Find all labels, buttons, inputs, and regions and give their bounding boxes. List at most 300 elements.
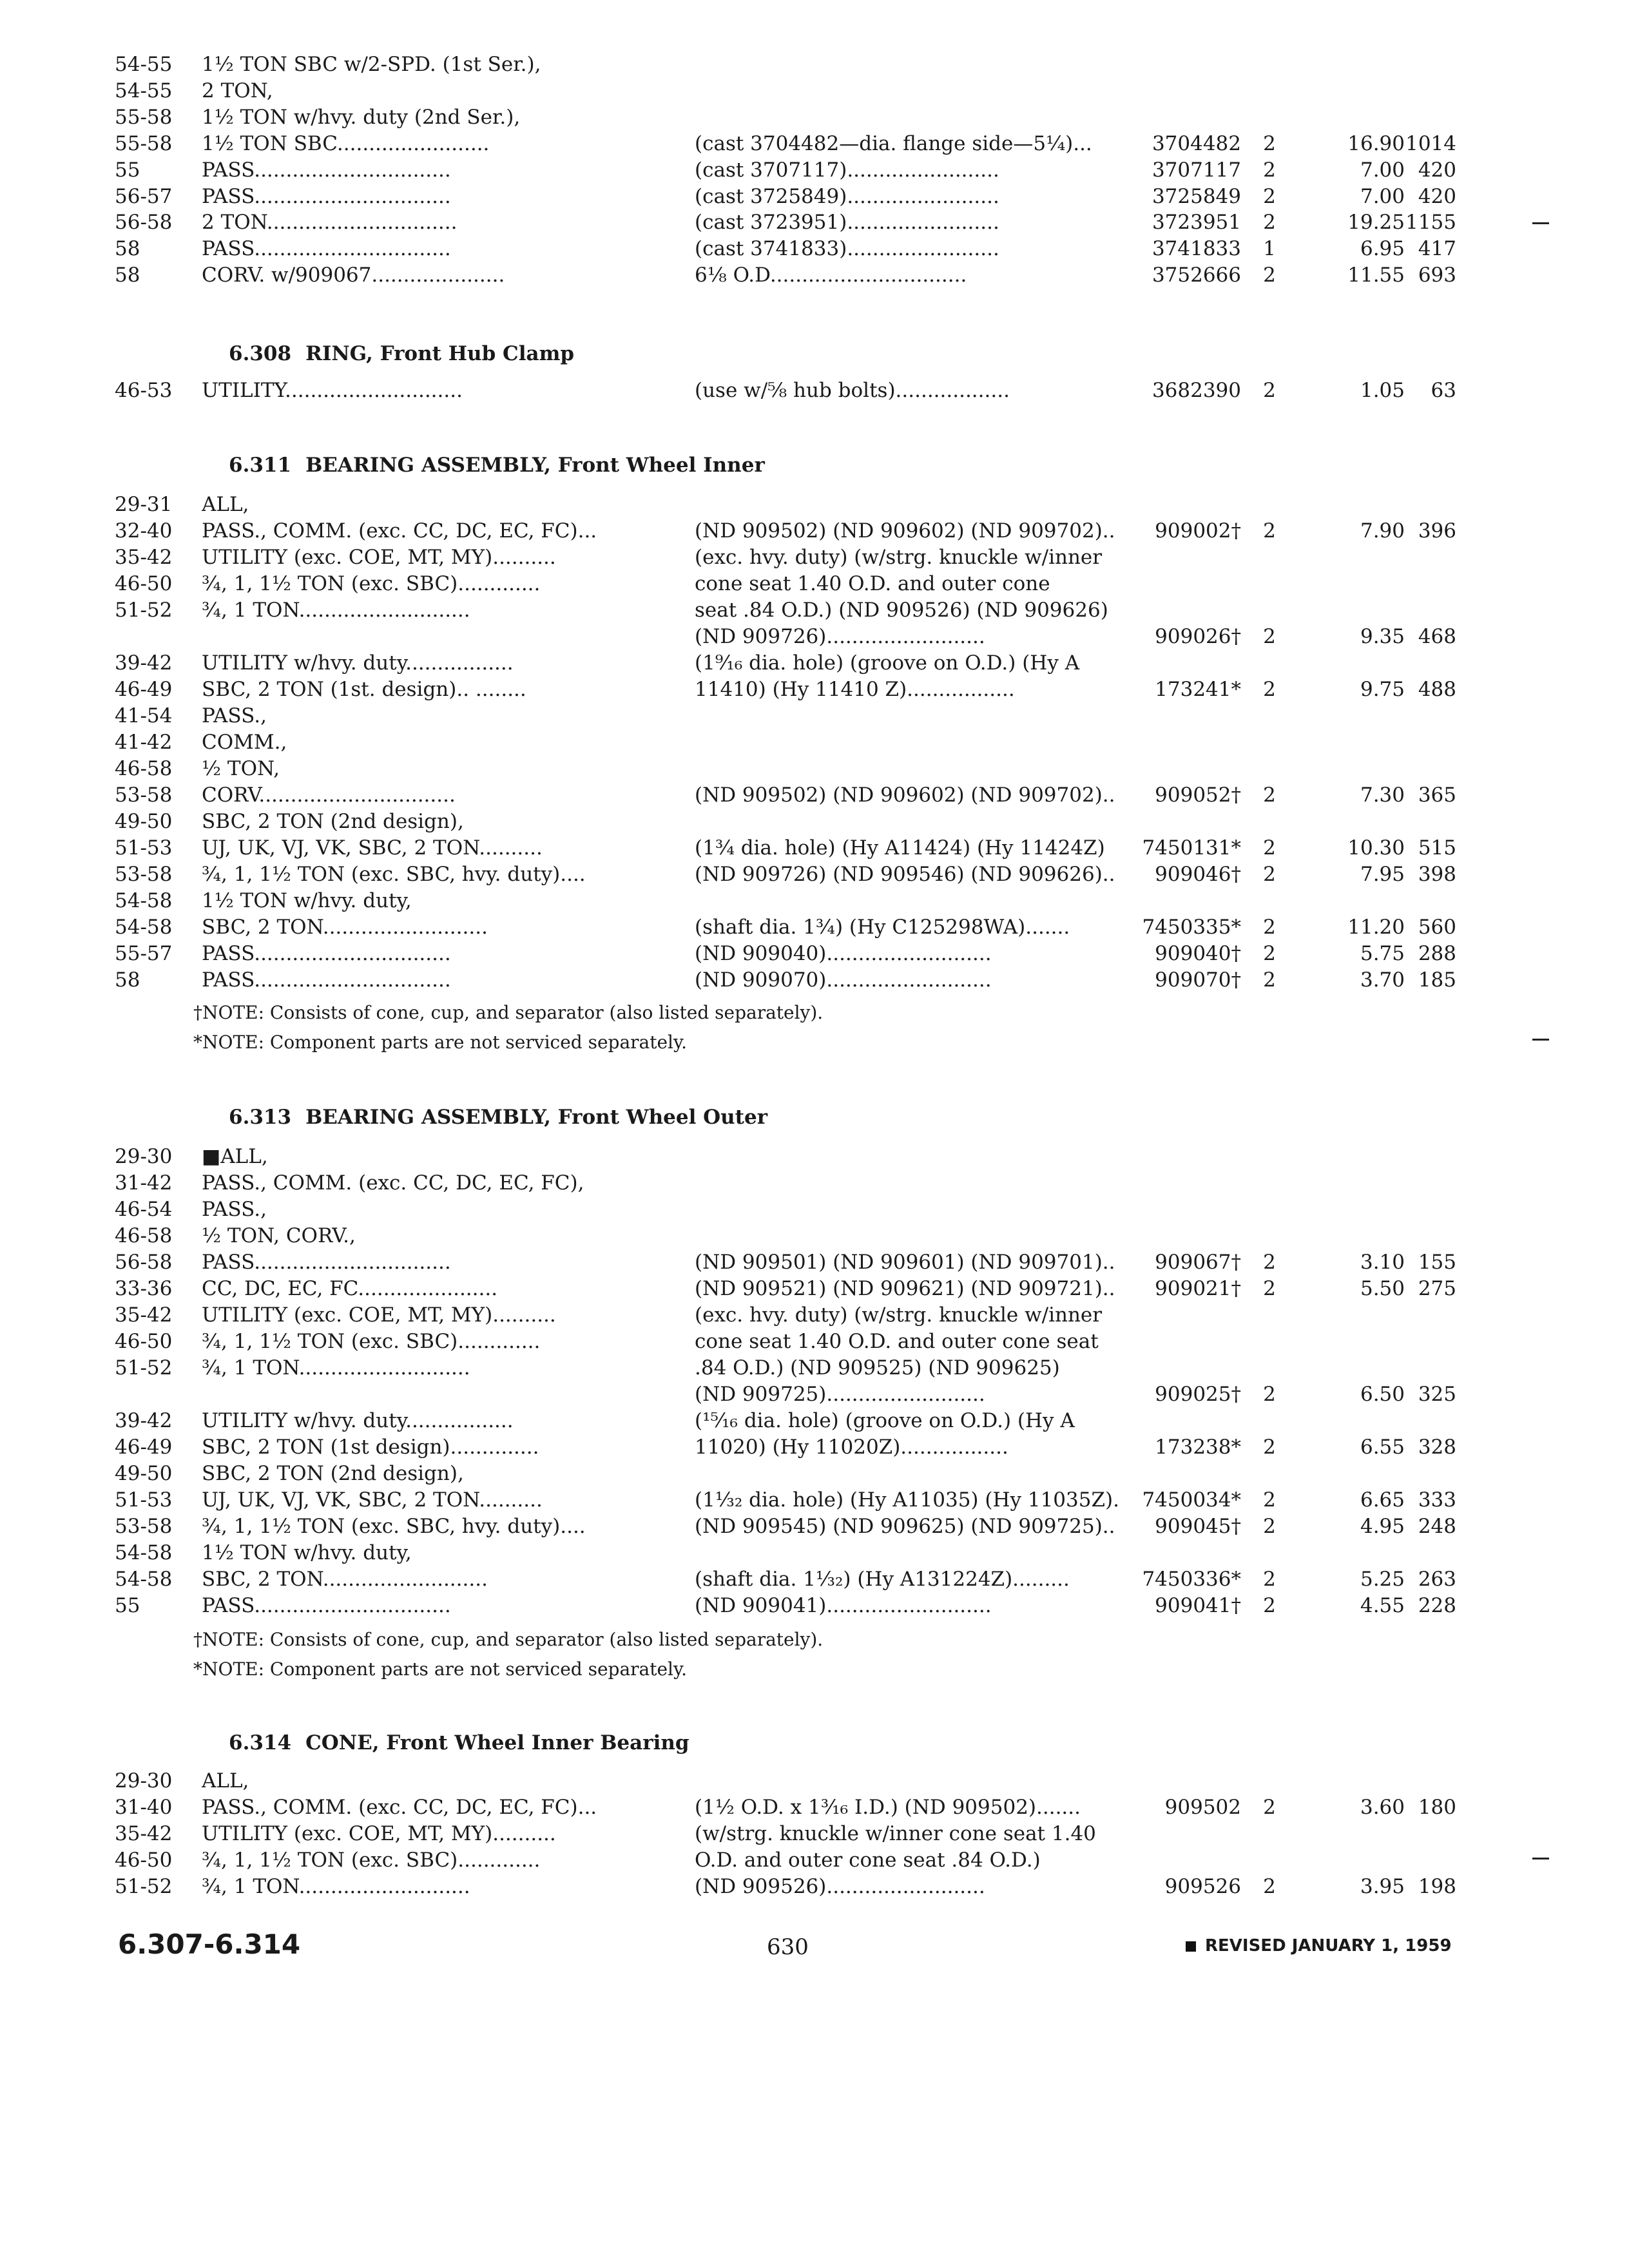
part-specification: seat .84 O.D.) (ND 909526) (ND 909626) — [695, 599, 1108, 622]
price-code: 396 — [1418, 519, 1456, 543]
table-row — [0, 756, 1629, 782]
price-code: 560 — [1418, 916, 1456, 939]
part-number: 3752666 — [1152, 264, 1241, 287]
quantity: 2 — [1263, 678, 1276, 701]
table-row — [0, 1566, 1629, 1592]
model-description: ¾, 1 TON........................... — [202, 1875, 470, 1898]
list-price: 6.50 — [1360, 1383, 1405, 1406]
list-price: 3.10 — [1360, 1251, 1405, 1274]
model-description: ¾, 1 TON........................... — [202, 599, 470, 622]
model-description: PASS., COMM. (exc. CC, DC, EC, FC), — [202, 1171, 584, 1195]
model-description: ½ TON, CORV., — [202, 1224, 356, 1247]
list-price: 5.50 — [1360, 1277, 1405, 1300]
quantity: 2 — [1263, 131, 1276, 155]
part-specification: (1¹⁄₃₂ dia. hole) (Hy A11035) (Hy 11035Z). — [695, 1488, 1119, 1512]
revised-label: REVISED JANUARY 1, 1959 — [1205, 1936, 1452, 1956]
price-code: 325 — [1418, 1383, 1456, 1406]
part-specification: (ND 909545) (ND 909625) (ND 909725).. — [695, 1515, 1115, 1538]
part-specification: O.D. and outer cone seat .84 O.D.) — [695, 1849, 1041, 1872]
part-number: 173241* — [1155, 678, 1241, 701]
model-description: SBC, 2 TON.......................... — [202, 1568, 488, 1591]
list-price: 16.90 — [1347, 131, 1405, 155]
table-row — [0, 677, 1629, 702]
table-row — [0, 703, 1629, 729]
quantity: 2 — [1263, 836, 1276, 860]
part-specification: 11020) (Hy 11020Z)................. — [695, 1436, 1008, 1459]
part-specification: (ND 909501) (ND 909601) (ND 909701).. — [695, 1251, 1115, 1274]
model-description: PASS., COMM. (exc. CC, DC, EC, FC)... — [202, 519, 597, 543]
part-specification: (exc. hvy. duty) (w/strg. knuckle w/inner — [695, 546, 1103, 569]
price-code: 263 — [1418, 1568, 1456, 1591]
model-description: UTILITY............................ — [202, 379, 463, 402]
note-asterisk: *NOTE: Component parts are not serviced separately. — [193, 1658, 688, 1680]
year-range: 51-52 — [115, 1875, 173, 1898]
part-specification: (ND 909725)......................... — [695, 1383, 985, 1406]
list-price: 10.30 — [1347, 836, 1405, 860]
model-description: CORV............................... — [202, 783, 456, 807]
table-row — [0, 571, 1629, 597]
year-range: 51-52 — [115, 1356, 173, 1379]
part-specification: (ND 909040).......................... — [695, 942, 992, 965]
year-range: 53-58 — [115, 783, 173, 807]
model-description: UTILITY (exc. COE, MT, MY).......... — [202, 1822, 556, 1845]
table-row — [0, 624, 1629, 649]
table-row — [0, 236, 1629, 262]
model-description: 1½ TON w/hvy. duty, — [202, 889, 412, 912]
model-description: CC, DC, EC, FC...................... — [202, 1277, 498, 1300]
part-number: 909046† — [1155, 863, 1241, 886]
model-description: SBC, 2 TON (2nd design), — [202, 810, 464, 833]
note-asterisk: *NOTE: Component parts are not serviced separately. — [193, 1032, 688, 1053]
year-range: 46-49 — [115, 1436, 173, 1459]
quantity: 2 — [1263, 863, 1276, 886]
list-price: 3.60 — [1360, 1796, 1405, 1819]
table-row — [0, 1540, 1629, 1566]
year-range: 58 — [115, 264, 140, 287]
list-price: 4.55 — [1360, 1594, 1405, 1617]
table-row — [0, 1196, 1629, 1222]
price-code: 155 — [1418, 1251, 1456, 1274]
list-price: 6.65 — [1360, 1488, 1405, 1512]
model-description: COMM., — [202, 731, 287, 754]
table-row — [0, 1874, 1629, 1899]
model-description: ¾, 1, 1½ TON (exc. SBC)............. — [202, 1849, 541, 1872]
price-code: 417 — [1418, 237, 1456, 261]
section-header-6-313 — [229, 1103, 767, 1131]
table-row — [0, 1593, 1629, 1619]
model-description: CORV. w/909067..................... — [202, 264, 505, 287]
model-description: UJ, UK, VJ, VK, SBC, 2 TON.......... — [202, 836, 543, 860]
quantity: 2 — [1263, 1594, 1276, 1617]
year-range: 29-31 — [115, 493, 173, 516]
model-description: UTILITY w/hvy. duty................. — [202, 1409, 514, 1432]
year-range: 55-58 — [115, 131, 173, 155]
model-description: SBC, 2 TON (2nd design), — [202, 1462, 464, 1485]
section-header-6-311 — [229, 451, 765, 479]
section-title: BEARING ASSEMBLY, Front Wheel Outer — [305, 1106, 768, 1129]
model-description: 1½ TON w/hvy. duty (2nd Ser.), — [202, 105, 521, 129]
price-code: 515 — [1418, 836, 1456, 860]
model-description: 1½ TON w/hvy. duty, — [202, 1541, 412, 1564]
year-range: 54-55 — [115, 79, 173, 102]
footer-page-number: 630 — [767, 1934, 809, 1960]
price-code: 693 — [1418, 264, 1456, 287]
section-header-6-314 — [229, 1729, 689, 1757]
quantity: 2 — [1263, 1277, 1276, 1300]
section-title: CONE, Front Wheel Inner Bearing — [305, 1731, 689, 1754]
list-price: 6.55 — [1360, 1436, 1405, 1459]
year-range: 41-54 — [115, 704, 173, 727]
table-row — [0, 941, 1629, 966]
year-range: 39-42 — [115, 1409, 173, 1432]
list-price: 6.95 — [1360, 237, 1405, 261]
list-price: 11.55 — [1347, 264, 1405, 287]
model-description: UTILITY (exc. COE, MT, MY).......... — [202, 1303, 556, 1327]
part-specification: (ND 909526)......................... — [695, 1875, 985, 1898]
table-row — [0, 209, 1629, 235]
year-range: 29-30 — [115, 1145, 173, 1168]
section-number: 6.311 — [229, 454, 292, 477]
part-number: 3723951 — [1152, 211, 1241, 235]
table-row — [0, 1514, 1629, 1539]
model-description: 1½ TON SBC........................ — [202, 131, 490, 155]
part-number: 909070† — [1155, 968, 1241, 992]
year-range: 54-58 — [115, 889, 173, 912]
part-number: 3682390 — [1152, 379, 1241, 402]
margin-mark — [1532, 1039, 1549, 1041]
table-row — [0, 131, 1629, 157]
quantity: 2 — [1263, 211, 1276, 235]
part-number: 909067† — [1155, 1251, 1241, 1274]
part-number: 7450131* — [1142, 836, 1241, 860]
price-code: 333 — [1418, 1488, 1456, 1512]
year-range: 39-42 — [115, 651, 173, 675]
model-description: PASS., — [202, 704, 267, 727]
year-range: 31-42 — [115, 1171, 173, 1195]
part-specification: (use w/⅝ hub bolts).................. — [695, 379, 1010, 402]
part-number: 909502 — [1164, 1796, 1241, 1819]
quantity: 2 — [1263, 1875, 1276, 1898]
year-range: 54-58 — [115, 1541, 173, 1564]
part-specification: cone seat 1.40 O.D. and outer cone seat — [695, 1330, 1099, 1353]
model-description: PASS............................... — [202, 237, 451, 261]
part-specification: (cast 3723951)........................ — [695, 211, 999, 235]
price-code: 1014 — [1405, 131, 1456, 155]
year-range: 35-42 — [115, 1303, 173, 1327]
table-row — [0, 1355, 1629, 1381]
table-row — [0, 1847, 1629, 1873]
quantity: 2 — [1263, 184, 1276, 208]
model-description: PASS............................... — [202, 184, 451, 208]
quantity: 2 — [1263, 1568, 1276, 1591]
part-specification: (1½ O.D. x 1³⁄₁₆ I.D.) (ND 909502)....... — [695, 1796, 1081, 1819]
price-code: 488 — [1418, 678, 1456, 701]
model-description: ■ALL, — [202, 1145, 268, 1168]
list-price: 4.95 — [1360, 1515, 1405, 1538]
year-range: 56-57 — [115, 184, 173, 208]
year-range: 54-58 — [115, 1568, 173, 1591]
year-range: 53-58 — [115, 1515, 173, 1538]
year-range: 29-30 — [115, 1769, 173, 1792]
part-specification: (ND 909502) (ND 909602) (ND 909702).. — [695, 783, 1115, 807]
model-description: 2 TON, — [202, 79, 273, 102]
part-number: 7450335* — [1142, 916, 1241, 939]
quantity: 2 — [1263, 379, 1276, 402]
table-row — [0, 378, 1629, 403]
part-specification: (exc. hvy. duty) (w/strg. knuckle w/inner — [695, 1303, 1103, 1327]
part-specification: (w/strg. knuckle w/inner cone seat 1.40 — [695, 1822, 1096, 1845]
part-specification: (ND 909070).......................... — [695, 968, 992, 992]
model-description: PASS............................... — [202, 158, 451, 182]
part-specification: cone seat 1.40 O.D. and outer cone — [695, 572, 1050, 595]
price-code: 275 — [1418, 1277, 1456, 1300]
table-row — [0, 1170, 1629, 1196]
price-code: 365 — [1418, 783, 1456, 807]
table-row — [0, 157, 1629, 183]
quantity: 2 — [1263, 519, 1276, 543]
part-number: 7450336* — [1142, 1568, 1241, 1591]
model-description: 1½ TON SBC w/2-SPD. (1st Ser.), — [202, 53, 541, 76]
price-code: 63 — [1431, 379, 1456, 402]
year-range: 46-54 — [115, 1198, 173, 1221]
year-range: 32-40 — [115, 519, 173, 543]
year-range: 35-42 — [115, 546, 173, 569]
part-number: 909026† — [1155, 625, 1241, 648]
part-specification: (cast 3741833)........................ — [695, 237, 999, 261]
part-specification: .84 O.D.) (ND 909525) (ND 909625) — [695, 1356, 1060, 1379]
part-number: 3725849 — [1152, 184, 1241, 208]
year-range: 54-58 — [115, 916, 173, 939]
section-number: 6.308 — [229, 342, 292, 365]
model-description: ALL, — [202, 493, 249, 516]
year-range: 55 — [115, 158, 140, 182]
part-number: 909526 — [1164, 1875, 1241, 1898]
model-description: ½ TON, — [202, 757, 280, 780]
model-description: SBC, 2 TON.......................... — [202, 916, 488, 939]
table-row — [0, 492, 1629, 517]
table-row — [0, 650, 1629, 676]
price-code: 1155 — [1405, 211, 1456, 235]
model-description: SBC, 2 TON (1st design).............. — [202, 1436, 539, 1459]
part-specification: 6⅛ O.D............................... — [695, 264, 967, 287]
model-description: PASS............................... — [202, 942, 451, 965]
price-code: 248 — [1418, 1515, 1456, 1538]
footer-revised — [1186, 1927, 1452, 1965]
list-price: 1.05 — [1360, 379, 1405, 402]
note-dagger: †NOTE: Consists of cone, cup, and separator (also listed separately). — [193, 1629, 824, 1650]
part-specification: (shaft dia. 1¾) (Hy C125298WA)....... — [695, 916, 1070, 939]
list-price: 3.70 — [1360, 968, 1405, 992]
part-specification: (cast 3707117)........................ — [695, 158, 999, 182]
list-price: 7.30 — [1360, 783, 1405, 807]
year-range: 51-53 — [115, 836, 173, 860]
quantity: 2 — [1263, 625, 1276, 648]
revision-square-icon — [1186, 1941, 1196, 1952]
list-price: 9.75 — [1360, 678, 1405, 701]
table-row — [0, 1144, 1629, 1169]
list-price: 7.00 — [1360, 158, 1405, 182]
year-range: 46-50 — [115, 572, 173, 595]
part-specification: (ND 909502) (ND 909602) (ND 909702).. — [695, 519, 1115, 543]
year-range: 31-40 — [115, 1796, 173, 1819]
quantity: 2 — [1263, 942, 1276, 965]
year-range: 55-58 — [115, 105, 173, 129]
quantity: 2 — [1263, 1251, 1276, 1274]
table-row — [0, 1434, 1629, 1460]
margin-mark — [1532, 222, 1549, 224]
part-number: 7450034* — [1142, 1488, 1241, 1512]
quantity: 2 — [1263, 1488, 1276, 1512]
year-range: 51-53 — [115, 1488, 173, 1512]
price-code: 468 — [1418, 625, 1456, 648]
table-row — [0, 1223, 1629, 1249]
part-number: 909052† — [1155, 783, 1241, 807]
part-specification: (cast 3725849)........................ — [695, 184, 999, 208]
table-row — [0, 104, 1629, 130]
quantity: 2 — [1263, 158, 1276, 182]
year-range: 35-42 — [115, 1822, 173, 1845]
part-number: 909002† — [1155, 519, 1241, 543]
section-number: 6.314 — [229, 1731, 292, 1754]
quantity: 2 — [1263, 916, 1276, 939]
price-code: 398 — [1418, 863, 1456, 886]
year-range: 46-58 — [115, 757, 173, 780]
section-title: RING, Front Hub Clamp — [305, 342, 575, 365]
price-code: 228 — [1418, 1594, 1456, 1617]
table-row — [0, 1249, 1629, 1275]
model-description: ALL, — [202, 1769, 249, 1792]
part-specification: (¹⁵⁄₁₆ dia. hole) (groove on O.D.) (Hy A — [695, 1409, 1075, 1432]
list-price: 9.35 — [1360, 625, 1405, 648]
year-range: 55 — [115, 1594, 140, 1617]
model-description: ¾, 1, 1½ TON (exc. SBC, hvy. duty).... — [202, 863, 586, 886]
part-specification: 11410) (Hy 11410 Z)................. — [695, 678, 1015, 701]
year-range: 58 — [115, 968, 140, 992]
price-code: 185 — [1418, 968, 1456, 992]
part-number: 3704482 — [1152, 131, 1241, 155]
table-row — [0, 262, 1629, 288]
table-row — [0, 1329, 1629, 1354]
table-row — [0, 78, 1629, 104]
quantity: 2 — [1263, 968, 1276, 992]
table-row — [0, 861, 1629, 887]
model-description: ¾, 1 TON........................... — [202, 1356, 470, 1379]
year-range: 46-53 — [115, 379, 173, 402]
part-number: 3741833 — [1152, 237, 1241, 261]
year-range: 53-58 — [115, 863, 173, 886]
table-row — [0, 1487, 1629, 1513]
part-specification: (ND 909521) (ND 909621) (ND 909721).. — [695, 1277, 1115, 1300]
year-range: 51-52 — [115, 599, 173, 622]
quantity: 2 — [1263, 783, 1276, 807]
table-row — [0, 1821, 1629, 1847]
part-specification: (ND 909726) (ND 909546) (ND 909626).. — [695, 863, 1115, 886]
part-specification: (shaft dia. 1¹⁄₃₂) (Hy A131224Z)......... — [695, 1568, 1070, 1591]
part-specification: (cast 3704482—dia. flange side—5¼)... — [695, 131, 1092, 155]
table-row — [0, 1461, 1629, 1486]
table-row — [0, 967, 1629, 993]
year-range: 49-50 — [115, 1462, 173, 1485]
price-code: 420 — [1418, 184, 1456, 208]
quantity: 1 — [1263, 237, 1276, 261]
price-code: 288 — [1418, 942, 1456, 965]
year-range: 54-55 — [115, 53, 173, 76]
table-row — [0, 1276, 1629, 1302]
model-description: UJ, UK, VJ, VK, SBC, 2 TON.......... — [202, 1488, 543, 1512]
table-row — [0, 1794, 1629, 1820]
year-range: 46-49 — [115, 678, 173, 701]
list-price: 5.25 — [1360, 1568, 1405, 1591]
table-row — [0, 184, 1629, 209]
year-range: 41-42 — [115, 731, 173, 754]
year-range: 49-50 — [115, 810, 173, 833]
table-row — [0, 52, 1629, 77]
table-row — [0, 597, 1629, 623]
price-code: 420 — [1418, 158, 1456, 182]
part-specification: (1⁹⁄₁₆ dia. hole) (groove on O.D.) (Hy A — [695, 651, 1080, 675]
quantity: 2 — [1263, 1436, 1276, 1459]
part-number: 3707117 — [1152, 158, 1241, 182]
margin-mark — [1532, 1858, 1549, 1860]
list-price: 11.20 — [1347, 916, 1405, 939]
section-number: 6.313 — [229, 1106, 292, 1129]
table-row — [0, 782, 1629, 808]
model-description: SBC, 2 TON (1st. design).. ........ — [202, 678, 526, 701]
model-description: ¾, 1, 1½ TON (exc. SBC)............. — [202, 572, 541, 595]
quantity: 2 — [1263, 264, 1276, 287]
model-description: PASS., COMM. (exc. CC, DC, EC, FC)... — [202, 1796, 597, 1819]
footer-section-range: 6.307-6.314 — [118, 1928, 301, 1960]
table-row — [0, 1381, 1629, 1407]
part-number: 173238* — [1155, 1436, 1241, 1459]
model-description: ¾, 1, 1½ TON (exc. SBC)............. — [202, 1330, 541, 1353]
part-specification: (ND 909041).......................... — [695, 1594, 992, 1617]
section-title: BEARING ASSEMBLY, Front Wheel Inner — [305, 454, 765, 477]
model-description: ¾, 1, 1½ TON (exc. SBC, hvy. duty).... — [202, 1515, 586, 1538]
year-range: 58 — [115, 237, 140, 261]
part-number: 909025† — [1155, 1383, 1241, 1406]
table-row — [0, 544, 1629, 570]
price-code: 328 — [1418, 1436, 1456, 1459]
quantity: 2 — [1263, 1796, 1276, 1819]
list-price: 7.90 — [1360, 519, 1405, 543]
quantity: 2 — [1263, 1383, 1276, 1406]
list-price: 7.00 — [1360, 184, 1405, 208]
model-description: UTILITY w/hvy. duty................. — [202, 651, 514, 675]
list-price: 5.75 — [1360, 942, 1405, 965]
year-range: 46-50 — [115, 1849, 173, 1872]
table-row — [0, 888, 1629, 914]
model-description: PASS............................... — [202, 1251, 451, 1274]
year-range: 46-50 — [115, 1330, 173, 1353]
part-number: 909041† — [1155, 1594, 1241, 1617]
model-description: PASS............................... — [202, 968, 451, 992]
table-row — [0, 1408, 1629, 1434]
table-row — [0, 835, 1629, 861]
table-row — [0, 1768, 1629, 1794]
model-description: 2 TON.............................. — [202, 211, 458, 235]
list-price: 3.95 — [1360, 1875, 1405, 1898]
year-range: 56-58 — [115, 1251, 173, 1274]
model-description: PASS., — [202, 1198, 267, 1221]
table-row — [0, 809, 1629, 834]
price-code: 180 — [1418, 1796, 1456, 1819]
quantity: 2 — [1263, 1515, 1276, 1538]
part-number: 909021† — [1155, 1277, 1241, 1300]
table-row — [0, 914, 1629, 940]
price-code: 198 — [1418, 1875, 1456, 1898]
section-header-6-308 — [229, 340, 574, 368]
